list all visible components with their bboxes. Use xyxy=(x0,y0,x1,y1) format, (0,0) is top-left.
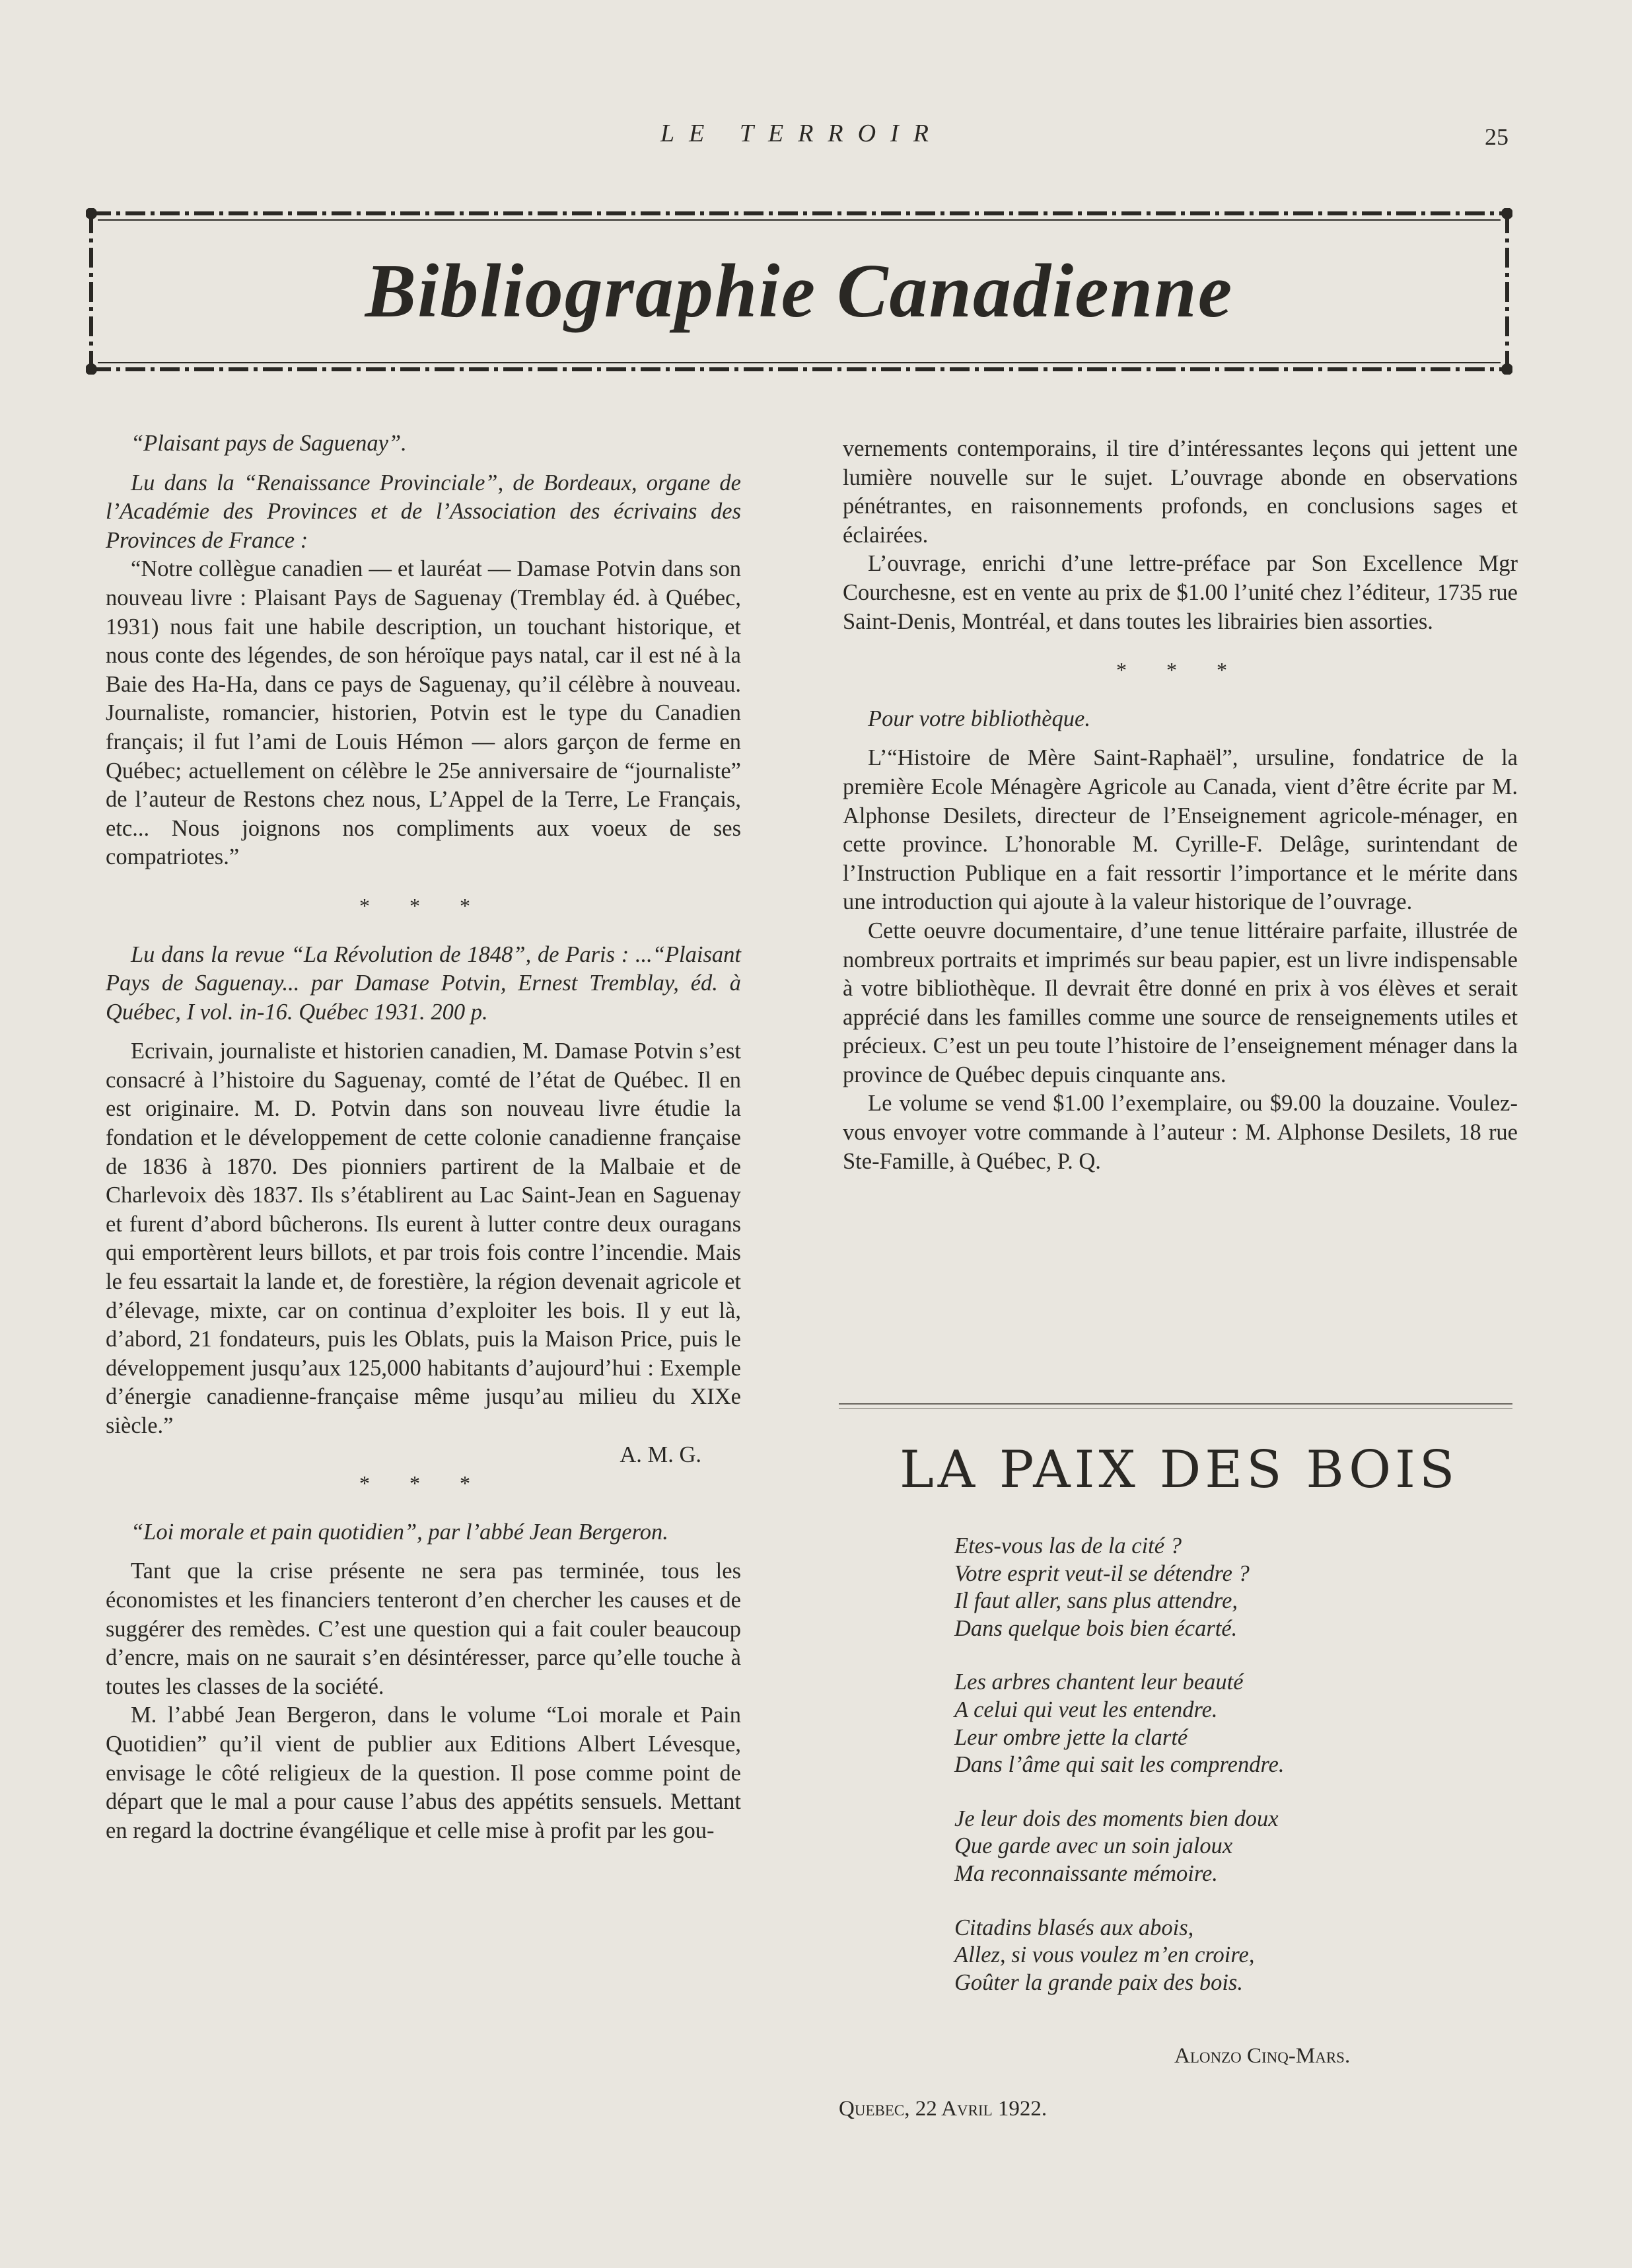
poem-line: Etes-vous las de la cité ? xyxy=(954,1533,1182,1558)
poem-line: Je leur dois des moments bien doux xyxy=(954,1806,1279,1831)
poem-line: Leur ombre jette la clarté xyxy=(954,1724,1188,1750)
poem-title: LA PAIX DES BOIS xyxy=(900,1440,1459,1500)
poem-line: Il faut aller, sans plus attendre, xyxy=(954,1588,1238,1614)
poem-divider-thin xyxy=(839,1408,1512,1409)
review-4-body-2: Cette oeuvre documentaire, d’une tenue littéraire parfaite, illustrée de nombreux portraits et imprimés sur beau papier, est un livre indispensable à votre bibliothèque. Il devrait être donné en prix à vos élèves et serait apprécié dans les familles comme une source de renseignements utiles et précieux. C’est un peu toute l’histoire de l’enseignement ménager dans la province de Québec depuis cinquante ans. xyxy=(843,918,1518,1087)
page-number: 25 xyxy=(1485,124,1508,150)
poem-line: Que garde avec un soin jaloux xyxy=(954,1833,1233,1859)
poem-line: Allez, si vous voulez m’en croire, xyxy=(954,1942,1255,1968)
review-2-source: Lu dans la revue “La Révolution de 1848”, de Paris : ...“Plaisant Pays de Saguenay... par Damase Potvin, Ernest Tremblay, éd. à Québec, I vol. in-16. Québec 1931. 200 p. xyxy=(106,941,741,1025)
right-column xyxy=(843,435,1518,1176)
poem-line: Citadins blasés aux abois, xyxy=(954,1915,1194,1940)
section-separator: * * * xyxy=(359,893,487,918)
section-banner xyxy=(86,208,1512,375)
poem-stanza xyxy=(954,1806,1496,1888)
review-1-body: “Notre collègue canadien — et lauréat — Damase Potvin dans son nouveau livre : Plaisant Pays de Saguenay (Tremblay éd. à Québec, 1931) nous fait une habile description, un touchant historique, et nous conte des légendes, de son héroïque pays natal, car il est né à la Baie des Ha-Ha, dans ce pays de Saguenay, qu’il célèbre à nouveau. Journaliste, romancier, historien, Potvin est le type du Canadien français; il fut l’ami de Louis Hémon — alors garçon de ferme en Québec; actuellement on célèbre le 25e anniversaire de “journaliste” de l’auteur de Restons chez nous, L’Appel de la Terre, Le Français, etc... Nous joignons nos compliments aux voeux de ses compatriotes.” xyxy=(106,556,741,870)
poem-line: Votre esprit veut-il se détendre ? xyxy=(954,1560,1250,1586)
poem-line: A celui qui veut les entendre. xyxy=(954,1697,1218,1722)
review-3-body-1: Tant que la crise présente ne sera pas terminée, tous les économistes et les financiers tenteront d’en chercher les causes et de suggérer des remèdes. C’est une question qui a fait couler beaucoup d’encre, mais on ne saurait s’en désintéresser, parce qu’elle touche à toutes les classes de la société. xyxy=(106,1558,741,1699)
review-2-body: Ecrivain, journaliste et historien canadien, M. Damase Potvin s’est consacré à l’histoire du Saguenay, comté de l’état de Québec. Il en est originaire. M. D. Potvin dans son nouveau livre étudie la fondation et le développement de cette colonie canadienne française de 1836 à 1870. Des pionniers partirent de la Malbaie et de Charlevoix dès 1837. Ils s’établirent au Lac Saint-Jean en Saguenay et furent d’abord bûcherons. Ils eurent à lutter contre deux ouragans qui emportèrent leurs billots, et par trois fois contre l’incendie. Mais le feu essartait la lande et, de forestière, la région devenait agricole et d’élevage, mixte, car on continua d’exploiter les bois. Il y eut là, d’abord, 21 fondateurs, puis les Oblats, puis la Maison Price, puis le développement jusqu’aux 125,000 habitants d’aujourd’hui : Exemple d’énergie canadienne-française même jusqu’au milieu du XIXe siècle.” xyxy=(106,1039,741,1438)
running-title: LE TERROIR xyxy=(660,120,943,147)
review-1-source: Lu dans la “Renaissance Provinciale”, de Bordeaux, organe de l’Académie des Provinces et de l’Association des écrivains des Provinces de France : xyxy=(106,470,741,553)
review-1-heading: “Plaisant pays de Saguenay”. xyxy=(131,431,407,456)
review-4-body-1: L’“Histoire de Mère Saint-Raphaël”, ursuline, fondatrice de la première Ecole Ménagère Agricole au Canada, vient d’être écrite par M. Alphonse Desilets, directeur de l’Enseignement agricole-ménager, en cette province. L’honorable M. Cyrille-F. Delâge, surintendant de l’Instruction Publique en a fait ressortir l’importance et le mérite dans une introduction qui ajoute à la valeur historique de l’ouvrage. xyxy=(843,745,1518,915)
section-separator: * * * xyxy=(1116,658,1244,682)
poem-stanza xyxy=(954,1669,1496,1778)
poem-divider xyxy=(839,1403,1512,1405)
review-3-body-2: M. l’abbé Jean Bergeron, dans le volume “Loi morale et Pain Quotidien” qu’il vient de publier aux Editions Albert Lévesque, envisage le côté religieux de la question. Il pose comme point de départ que le mal a pour cause l’abus des appétits sensuels. Mettant en regard la doctrine évangélique et celle mise à profit par les gou- xyxy=(106,1702,741,1843)
poem-line: Ma reconnaissante mémoire. xyxy=(954,1860,1218,1886)
review-3-heading: “Loi morale et pain quotidien”, par l’abbé Jean Bergeron. xyxy=(131,1519,668,1545)
review-4-heading: Pour votre bibliothèque. xyxy=(868,706,1090,731)
review-2-signature: A. M. G. xyxy=(620,1442,701,1467)
poem-body xyxy=(954,1533,1496,2023)
section-title: Bibliographie Canadienne xyxy=(365,248,1234,334)
poem-stanza xyxy=(954,1915,1496,1997)
poem-stanza xyxy=(954,1533,1496,1642)
poem-line: Dans quelque bois bien écarté. xyxy=(954,1615,1238,1641)
poem-author: Alonzo Cinq-Mars. xyxy=(1174,2044,1351,2068)
section-separator: * * * xyxy=(359,1471,487,1496)
poem-line: Dans l’âme qui sait les comprendre. xyxy=(954,1752,1285,1778)
poem-line: Les arbres chantent leur beauté xyxy=(954,1669,1244,1695)
poem-dateline: Quebec, 22 Avril 1922. xyxy=(839,2097,1047,2121)
review-3-price-note: L’ouvrage, enrichi d’une lettre-préface par Son Excellence Mgr Courchesne, est en vente au prix de $1.00 l’unité chez l’éditeur, 1735 rue Saint-Denis, Montréal, et dans toutes les librairies bien assorties. xyxy=(843,551,1518,634)
review-4-body-3: Le volume se vend $1.00 l’exemplaire, ou $9.00 la douzaine. Voulez-vous envoyer votre commande à l’auteur : M. Alphonse Desilets, 18 rue Ste-Famille, à Québec, P. Q. xyxy=(843,1091,1518,1174)
left-column xyxy=(106,429,741,1845)
review-3-continued: vernements contemporains, il tire d’intéressantes leçons qui jettent une lumière nouvelle sur le sujet. L’ouvrage abonde en observations pénétrantes, en raisonnements profonds, en conclusions sages et éclairées. xyxy=(843,436,1518,548)
poem-line: Goûter la grande paix des bois. xyxy=(954,1969,1243,1995)
